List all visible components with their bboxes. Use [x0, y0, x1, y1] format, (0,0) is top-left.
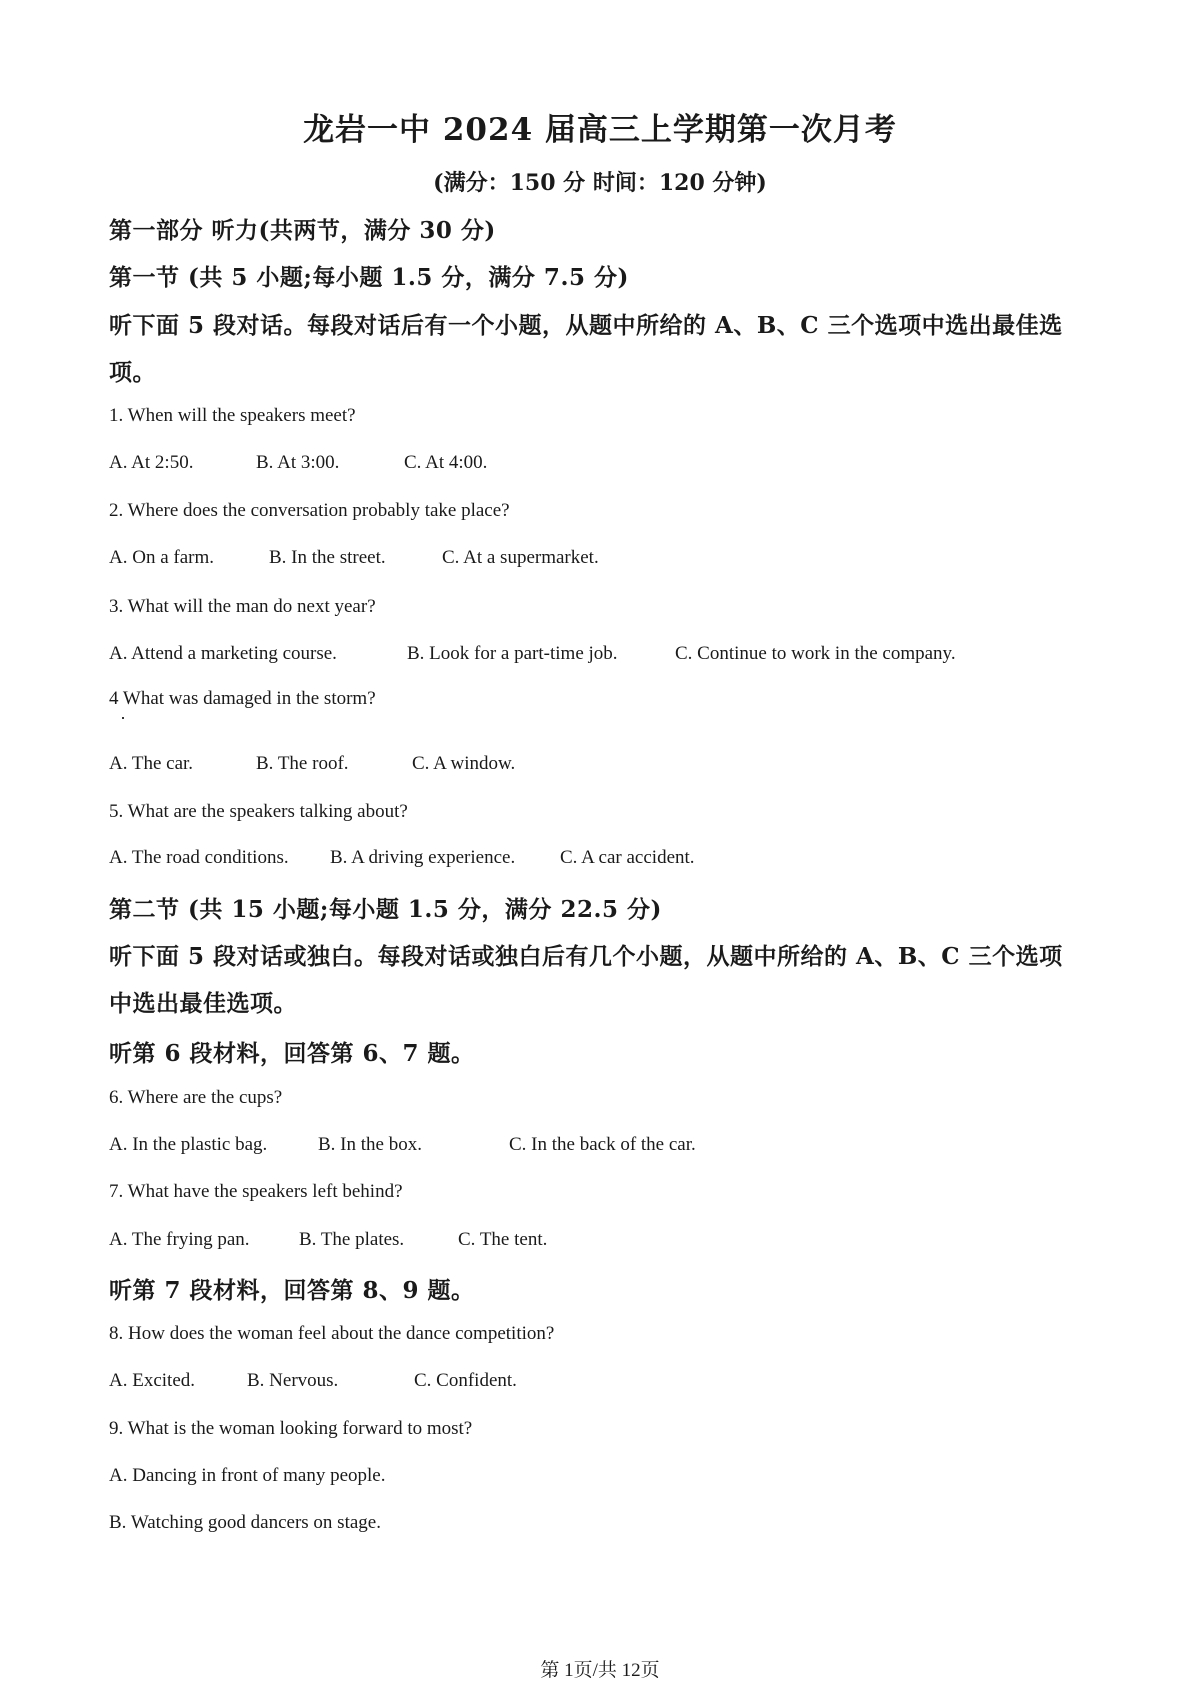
option-b: B. At 3:00.	[256, 452, 340, 473]
question-7: 7. What have the speakers left behind?	[109, 1181, 403, 1202]
section1-heading: 第一节 (共 5 小题;每小题 1.5 分，满分 7.5 分)	[109, 264, 629, 291]
option-b: B. In the box.	[318, 1134, 422, 1155]
option-a: A. In the plastic bag.	[109, 1134, 268, 1155]
question-5: 5. What are the speakers talking about?	[109, 801, 408, 822]
option-a: A. Attend a marketing course.	[109, 643, 337, 664]
question-9-option-b: B. Watching good dancers on stage.	[109, 1512, 381, 1533]
option-b: B. The plates.	[299, 1229, 405, 1250]
section2-instruction-line1: 听下面 5 段对话或独白。每段对话或独白后有几个小题，从题中所给的 A、B、C 三个选项	[109, 943, 1063, 970]
option-c: C. A car accident.	[560, 847, 695, 868]
option-c: C. A window.	[412, 753, 516, 774]
question-9-option-a: A. Dancing in front of many people.	[109, 1465, 386, 1486]
option-b: B. A driving experience.	[330, 847, 516, 868]
exam-title: 龙岩一中 2024 届高三上学期第一次月考	[303, 112, 897, 148]
option-a: A. The car.	[109, 753, 194, 774]
option-b: B. In the street.	[269, 547, 386, 568]
option-a: A. On a farm.	[109, 547, 214, 568]
option-c: C. Confident.	[414, 1370, 517, 1391]
option-c: C. Continue to work in the company.	[675, 643, 956, 664]
section1-instruction-line2: 项。	[109, 359, 156, 386]
question-3: 3. What will the man do next year?	[109, 596, 376, 617]
option-a: A. Excited.	[109, 1370, 196, 1391]
option-a: A. The frying pan.	[109, 1229, 250, 1250]
question-4: 4 What was damaged in the storm?	[109, 688, 376, 709]
section2-heading: 第二节 (共 15 小题;每小题 1.5 分，满分 22.5 分)	[109, 896, 662, 923]
section2-instruction-line2: 中选出最佳选项。	[109, 990, 297, 1017]
option-c: C. In the back of the car.	[509, 1134, 696, 1155]
question-9: 9. What is the woman looking forward to most?	[109, 1418, 473, 1439]
option-a: A. At 2:50.	[109, 452, 194, 473]
question-8: 8. How does the woman feel about the dance competition?	[109, 1323, 555, 1344]
option-b: B. Nervous.	[247, 1370, 339, 1391]
material-6-heading: 听第 6 段材料，回答第 6、7 题。	[109, 1040, 475, 1067]
question-2: 2. Where does the conversation probably take place?	[109, 500, 510, 521]
question-1: 1. When will the speakers meet?	[109, 405, 356, 426]
option-c: C. At a supermarket.	[442, 547, 599, 568]
option-c: C. The tent.	[458, 1229, 548, 1250]
option-b: B. The roof.	[256, 753, 349, 774]
exam-subtitle: (满分：150 分 时间：120 分钟)	[433, 170, 767, 196]
question-6: 6. Where are the cups?	[109, 1087, 283, 1108]
material-7-heading: 听第 7 段材料，回答第 8、9 题。	[109, 1277, 475, 1304]
option-c: C. At 4:00.	[404, 452, 488, 473]
section1-instruction-line1: 听下面 5 段对话。每段对话后有一个小题，从题中所给的 A、B、C 三个选项中选出最佳选	[109, 312, 1063, 339]
part1-heading: 第一部分 听力(共两节，满分 30 分)	[109, 217, 496, 244]
stray-mark	[122, 717, 124, 719]
option-a: A. The road conditions.	[109, 847, 289, 868]
page-number: 第 1页/共 12页	[540, 1660, 660, 1681]
option-b: B. Look for a part-time job.	[407, 643, 618, 664]
